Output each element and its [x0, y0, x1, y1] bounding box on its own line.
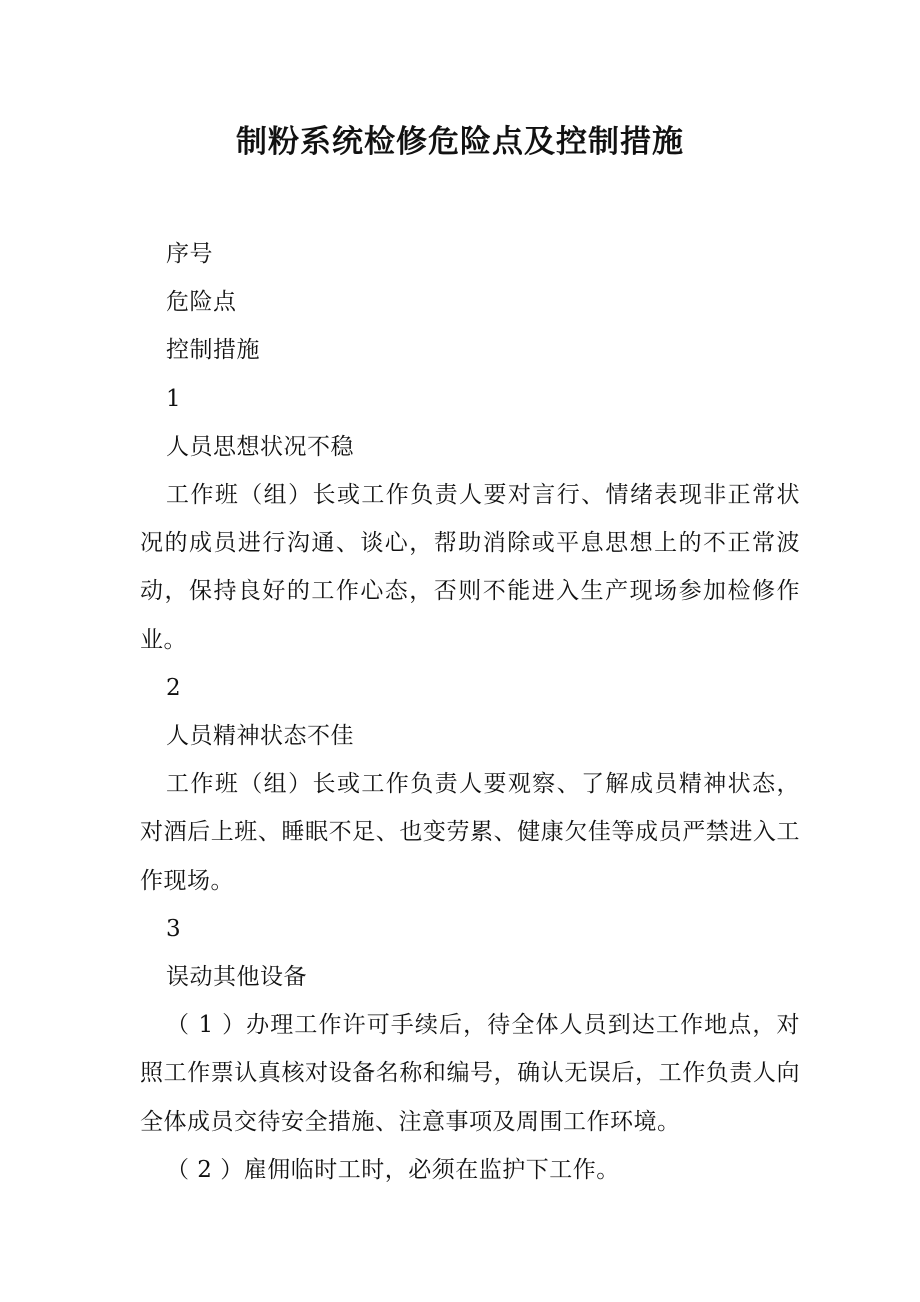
paragraph-item-1-measure: 工作班（组）长或工作负责人要对言行、情绪表现非正常状况的成员进行沟通、谈心，帮助消除或平息思想上的不正常波动，保持良好的工作心态，否则不能进入生产现场参加检修作业。 — [140, 482, 800, 653]
paragraph-item-1-hazard: 人员思想状况不稳 — [166, 433, 354, 460]
paragraph-item-1-number: 1 — [166, 385, 182, 412]
paragraph-item-3-hazard: 误动其他设备 — [166, 964, 307, 991]
paragraph-header-serial: 序号 — [166, 241, 213, 267]
paragraph-item-2-number: 2 — [166, 674, 182, 701]
paragraph-item-2-measure: 工作班（组）长或工作负责人要观察、了解成员精神状态，对酒后上班、睡眠不足、也变劳累、健康欠佳等成员严禁进入工作现场。 — [140, 771, 800, 894]
paragraph-header-hazard: 危险点 — [166, 289, 237, 316]
paragraph-item-3-number: 3 — [166, 915, 182, 942]
paragraph-item-3-measure-2: （ 2 ）雇佣临时工时，必须在监护下工作。 — [166, 1156, 620, 1183]
paragraph-item-2-hazard: 人员精神状态不佳 — [166, 723, 354, 750]
paragraph-header-measures: 控制措施 — [166, 337, 260, 364]
paragraph-item-3-measure-1: （ 1 ）办理工作许可手续后，待全体人员到达工作地点，对照工作票认真核对设备名称和编号，确认无误后，工作负责人向全体成员交待安全措施、注意事项及周围工作环境。 — [140, 1012, 800, 1135]
document-title: 制粉系统检修危险点及控制措施 — [236, 124, 684, 160]
document-body — [140, 230, 800, 1194]
